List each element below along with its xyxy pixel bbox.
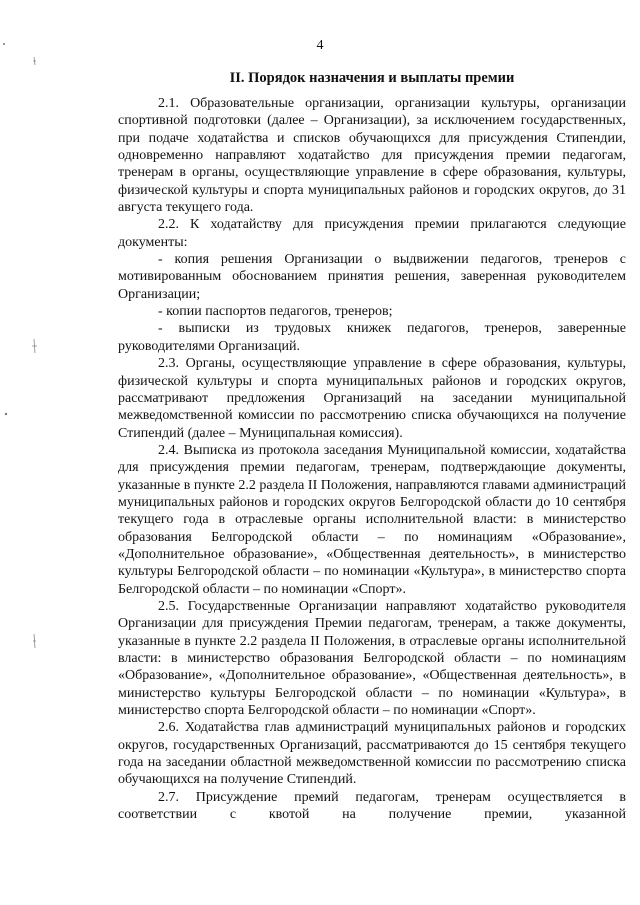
- paragraph-2-5: 2.5. Государственные Организации направляют ходатайство руководителя Организации для присуждения Премии педагогам, тренерам, а также документы, указанные в пункте 2.2 раздела II Положения, в отраслевые органы исполнительной власти: в министерство образования Белгородской области – по номинациям «Образование», «Дополнительное образование», «Общественная деятельность», в министерство культуры Белгородской области – по номинации «Культура», в министерство спорта Белгородской области – по номинации «Спорт».: [118, 598, 626, 719]
- list-item-decision-copy: - копия решения Организации о выдвижении педагогов, тренеров с мотивированным обоснованием принятия решения, заверенная руководителем Организации;: [118, 252, 626, 302]
- scan-mark: [0, 335, 40, 359]
- paragraph-2-6: 2.6. Ходатайства глав администраций муниципальных районов и городских округов, государственных Организаций, рассматриваются до 15 сентября текущего года на заседании областной межведомственной комиссии по рассмотрению списка обучающихся на получение Стипендий.: [118, 720, 626, 788]
- document-body: [118, 95, 626, 824]
- paragraph-2-2: 2.2. К ходатайству для присуждения премии прилагаются следующие документы:: [118, 217, 626, 250]
- paragraph-2-3: 2.3. Органы, осуществляющие управление в сфере образования, культуры, физической культуры и спорта муниципальных районов и городских округов, рассматривают предложения Организаций на заседании муниципальной межведомственной комиссии по рассмотрению списка обучающихся на получение Стипендий (далее – Муниципальная комиссия).: [118, 356, 626, 441]
- list-item-passport-copies: - копии паспортов педагогов, тренеров;: [158, 304, 393, 320]
- paragraph-2-1: 2.1. Образовательные организации, организации культуры, организации спортивной подготовки (далее – Организации), за исключением государственных, при подаче ходатайства и списков обучающихся для присуждения Стипендии, одновременно направляют ходатайство для присуждения премии педагогам, тренерам в органы, осуществляющие управление в сфере образования, культуры, физической культуры и спорта муниципальных районов и городских округов, до 31 августа текущего года.: [118, 96, 626, 216]
- paragraph-2-4: 2.4. Выписка из протокола заседания Муниципальной комиссии, ходатайства для присуждения премии педагогам, тренерам, подтверждающие документы, указанные в пункте 2.2 раздела II Положения, направляются главами администраций муниципальных районов и городских округов Белгородской области до 10 сентября текущего года в отраслевые органы исполнительной власти: в министерство образования Белгородской области – по номинациям «Образование», «Дополнительное образование», «Общественная деятельность», в министерство культуры Белгородской области – по номинации «Культура», в министерство спорта Белгородской области – по номинации «Спорт».: [118, 442, 626, 597]
- scan-mark: [0, 400, 40, 424]
- scan-mark: [0, 632, 40, 656]
- section-heading: II. Порядок назначения и выплаты премии: [229, 70, 515, 86]
- paragraph-2-7: 2.7. Присуждение премий педагогам, тренерам осуществляется в соответствии с квотой на получение премии, указанной: [118, 789, 626, 823]
- scan-mark: [0, 55, 40, 79]
- list-item-workbook-extracts: - выписки из трудовых книжек педагогов, тренеров, заверенные руководителями Организаций.: [118, 321, 626, 354]
- page-number: 4: [316, 38, 324, 53]
